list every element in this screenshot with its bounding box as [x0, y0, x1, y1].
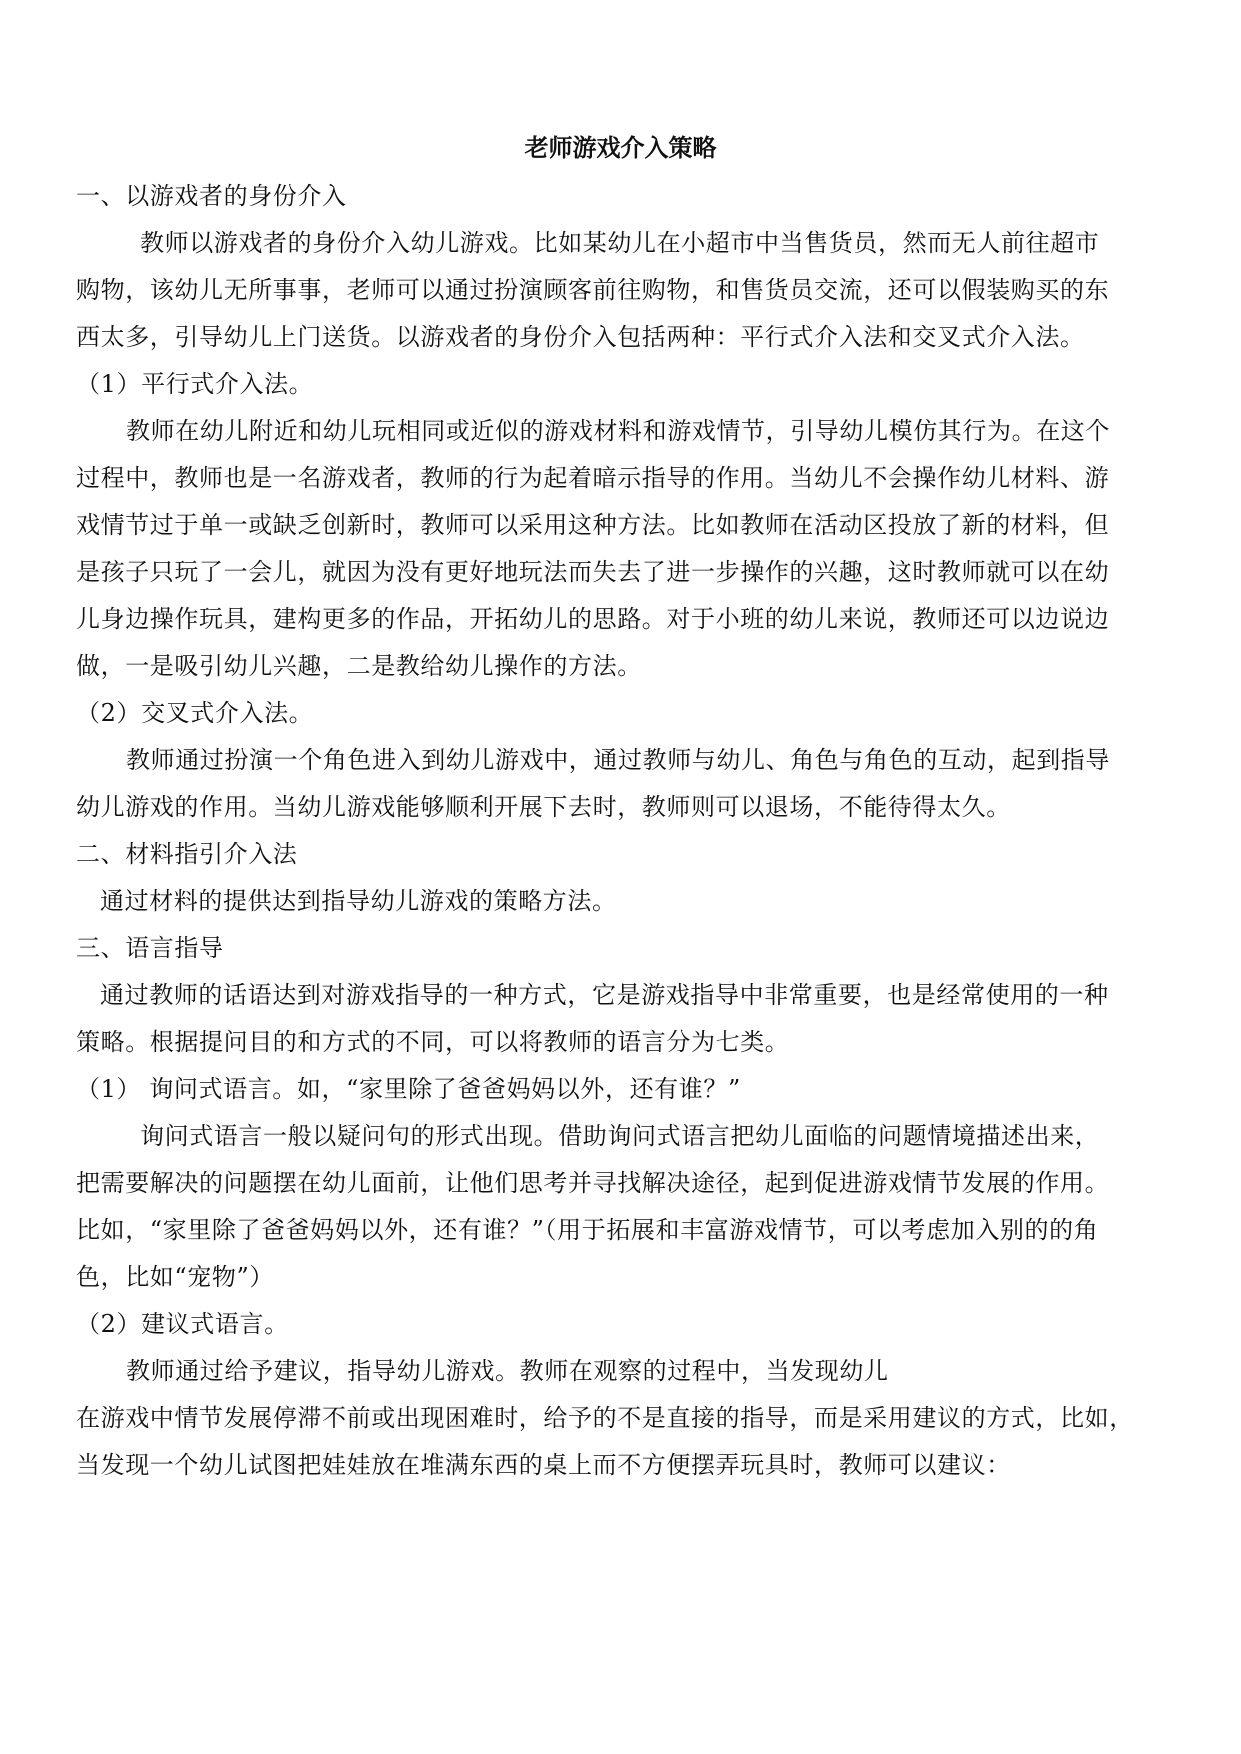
section-heading-1: 一、以游戏者的身份介入 — [76, 182, 347, 210]
paragraph-line: 购物，该幼儿无所事事，老师可以通过扮演顾客前往购物，和售货员交流，还可以假装购买的东 — [76, 276, 1110, 304]
subsection-heading-4: （2）建议式语言。 — [76, 1310, 289, 1338]
paragraph-line: 把需要解决的问题摆在幼儿面前，让他们思考并寻找解决途径，起到促进游戏情节发展的作用。 — [76, 1169, 1110, 1197]
paragraph-line: 戏情节过于单一或缺乏创新时，教师可以采用这种方法。比如教师在活动区投放了新的材料，但 — [76, 511, 1110, 539]
paragraph-line: 做，一是吸引幼儿兴趣，二是教给幼儿操作的方法。 — [76, 652, 642, 680]
paragraph-line: 教师以游戏者的身份介入幼儿游戏。比如某幼儿在小超市中当售货员，然而无人前往超市 — [140, 229, 1100, 257]
paragraph-line: 通过教师的话语达到对游戏指导的一种方式，它是游戏指导中非常重要，也是经常使用的一种 — [100, 981, 1109, 1009]
paragraph-line: 教师通过扮演一个角色进入到幼儿游戏中，通过教师与幼儿、角色与角色的互动，起到指导 — [126, 746, 1110, 774]
document-title: 老师游戏介入策略 — [524, 133, 717, 162]
paragraph-line: 过程中，教师也是一名游戏者，教师的行为起着暗示指导的作用。当幼儿不会操作幼儿材料、游 — [76, 464, 1110, 492]
paragraph-line: 儿身边操作玩具，建构更多的作品，开拓幼儿的思路。对于小班的幼儿来说，教师还可以边说边 — [76, 605, 1110, 633]
subsection-heading-3: （1） 询问式语言。如，“家里除了爸爸妈妈以外，还有谁？” — [76, 1075, 741, 1103]
paragraph-line: 教师通过给予建议，指导幼儿游戏。教师在观察的过程中，当发现幼儿 — [126, 1357, 889, 1385]
paragraph-line: 幼儿游戏的作用。当幼儿游戏能够顺利开展下去时，教师则可以退场，不能待得太久。 — [76, 793, 1011, 821]
section-heading-2: 二、材料指引介入法 — [76, 840, 298, 868]
paragraph-line: 策略。根据提问目的和方式的不同，可以将教师的语言分为七类。 — [76, 1028, 790, 1056]
paragraph-line: 在游戏中情节发展停滞不前或出现困难时，给予的不是直接的指导，而是采用建议的方式，比如， — [76, 1404, 1134, 1432]
section-heading-3: 三、语言指导 — [76, 934, 224, 962]
paragraph-line: 通过材料的提供达到指导幼儿游戏的策略方法。 — [100, 887, 617, 915]
subsection-heading-1: （1）平行式介入法。 — [76, 370, 314, 398]
paragraph-line: 教师在幼儿附近和幼儿玩相同或近似的游戏材料和游戏情节，引导幼儿模仿其行为。在这个 — [126, 417, 1110, 445]
paragraph-line: 当发现一个幼儿试图把娃娃放在堆满东西的桌上而不方便摆弄玩具时，教师可以建议： — [76, 1451, 1011, 1479]
paragraph-line: 询问式语言一般以疑问句的形式出现。借助询问式语言把幼儿面临的问题情境描述出来， — [140, 1122, 1100, 1150]
paragraph-line: 比如，“家里除了爸爸妈妈以外，还有谁？”（用于拓展和丰富游戏情节，可以考虑加入别的的角 — [76, 1216, 1099, 1244]
paragraph-line: 是孩子只玩了一会儿，就因为没有更好地玩法而失去了进一步操作的兴趣，这时教师就可以在幼 — [76, 558, 1110, 586]
paragraph-line: 西太多，引导幼儿上门送货。以游戏者的身份介入包括两种：平行式介入法和交叉式介入法。 — [76, 323, 1085, 351]
subsection-heading-2: （2）交叉式介入法。 — [76, 699, 314, 727]
paragraph-line: 色，比如“宠物”） — [76, 1263, 274, 1291]
